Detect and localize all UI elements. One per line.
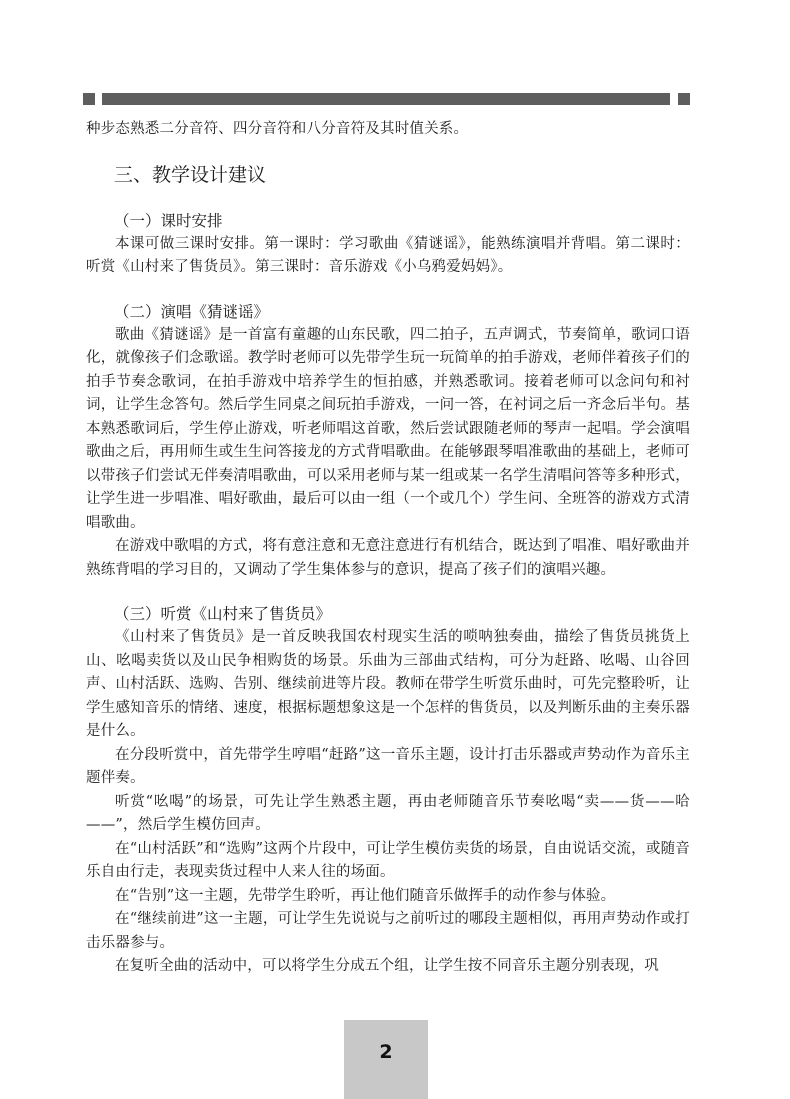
header-bar-left [83, 93, 95, 105]
header-bar [102, 93, 670, 105]
subsection-title-2: （二）演唱《猜谜谣》 [114, 302, 270, 321]
paragraph: 听赏“吆喝”的场景，可先让学生熟悉主题，再由老师随音乐节奏吆喝“卖——货——哈——”，然后学生模仿回声。 [86, 793, 690, 833]
header-bar-right [678, 93, 690, 105]
page-number-box [344, 1020, 428, 1099]
paragraph: 歌曲《猜谜谣》是一首富有童趣的山东民歌，四二拍子，五声调式，节奏简单，歌词口语化，就像孩子们念歌谣。教学时老师可以先带学生玩一玩简单的拍手游戏，老师伴着孩子们的拍手节奏念歌词，在拍手游戏中培养学生的恒拍感，并熟悉歌词。接着老师可以念问句和衬词，让学生念答句。然后学生同桌之间玩拍手游戏，一问一答，在衬词之后一齐念后半句。基本熟悉歌词后，学生停止游戏，听老师唱这首歌，然后尝试跟随老师的琴声一起唱。学会演唱歌曲之后，再用师生或生生问答接龙的方式背唱歌曲。在能够跟琴唱准歌曲的基础上，老师可以带孩子们尝试无伴奏清唱歌曲，可以采用老师与某一组或某一名学生清唱问答等多种形式，让学生进一步唱准、唱好歌曲，最后可以由一组（一个或几个）学生问、全班答的游戏方式清唱歌曲。 [86, 326, 690, 531]
paragraph: 在复听全曲的活动中，可以将学生分成五个组，让学生按不同音乐主题分别表现，巩 [115, 958, 659, 974]
page-content [86, 118, 690, 979]
paragraph: 在游戏中歌唱的方式，将有意注意和无意注意进行有机结合，既达到了唱准、唱好歌曲并熟练背唱的学习目的，又调动了学生集体参与的意识，提高了孩子们的演唱兴趣。 [86, 538, 690, 578]
subsection-title-3: （三）听赏《山村来了售货员》 [114, 605, 332, 623]
page-number: 2 [379, 1041, 393, 1063]
section-title: 三、教学设计建议 [114, 163, 267, 186]
subsection-title-1: （一）课时安排 [114, 211, 223, 230]
paragraph: 在“告别”这一主题，先带学生聆听，再让他们随音乐做挥手的动作参与体验。 [115, 887, 616, 904]
paragraph: 在分段听赏中，首先带学生哼唱“赶路”这一音乐主题，设计打击乐器或声势动作为音乐主题伴奏。 [86, 746, 690, 786]
paragraph: 在“山村活跃”和“选购”这两个片段中，可让学生模仿卖货的场景，自由说话交流，或随音乐自由行走，表现卖货过程中人来人往的场面。 [86, 840, 690, 880]
paragraph: 在“继续前进”这一主题，可让学生先说说与之前听过的哪段主题相似，再用声势动作或打击乐器参与。 [86, 911, 690, 951]
paragraph: 《山村来了售货员》是一首反映我国农村现实生活的唢呐独奏曲，描绘了售货员挑货上山、吆喝卖货以及山民争相购货的场景。乐曲为三部曲式结构，可分为赶路、吆喝、山谷回声、山村活跃、选购、告别、继续前进等片段。教师在带学生听赏乐曲时，可先完整聆听，让学生感知音乐的情绪、速度，根据标题想象这是一个怎样的售货员，以及判断乐曲的主奏乐器是什么。 [86, 629, 690, 739]
paragraph: 本课可做三课时安排。第一课时：学习歌曲《猜谜谣》，能熟练演唱并背唱。第二课时：听赏《山村来了售货员》。第三课时：音乐游戏《小乌鸦爱妈妈》。 [86, 235, 690, 275]
continuation-text: 种步态熟悉二分音符、四分音符和八分音符及其时值关系。 [86, 121, 469, 137]
